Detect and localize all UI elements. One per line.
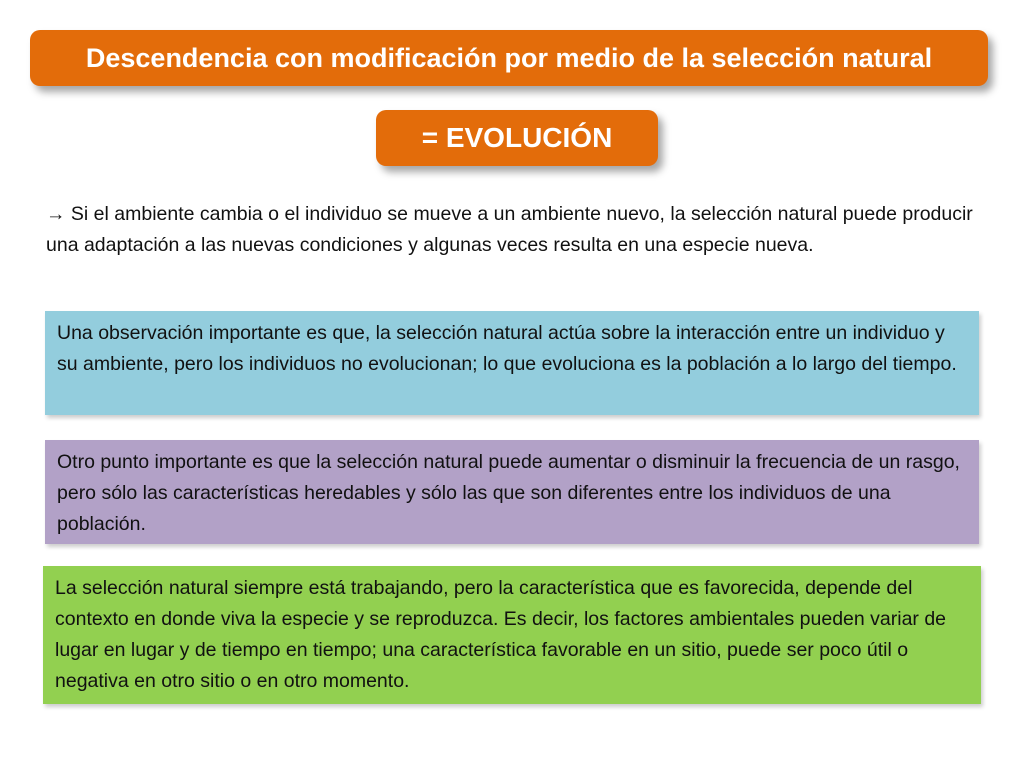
subtitle-banner [376,110,658,166]
title-banner [30,30,988,86]
slide-title: Descendencia con modificación por medio de la selección natural [85,42,933,73]
important-point-box: Otro punto importante es que la selección natural puede aumentar o disminuir la frecuencia de un rasgo, pero sólo las características heredables y sólo las que son diferentes entre los individuos de una población. [45,440,979,544]
intro-paragraph: → Si el ambiente cambia o el individuo se mueve a un ambiente nuevo, la selección natural puede producir una adaptación a las nuevas condiciones y algunas veces resulta en una especie nueva. [46,203,973,256]
observation-box: Una observación importante es que, la selección natural actúa sobre la interacción entre un individuo y su ambiente, pero los individuos no evolucionan; lo que evoluciona es la población a lo largo del tiempo. [45,311,979,415]
context-box: La selección natural siempre está trabajando, pero la característica que es favorecida, depende del contexto en donde viva la especie y se reproduzca. Es decir, los factores ambientales pueden variar de lugar en lugar y de tiempo en tiempo; una característica favorable en un sitio, puede ser poco útil o negativa en otro sitio o en otro momento. [43,566,981,704]
slide-subtitle: = EVOLUCIÓN [421,122,613,153]
